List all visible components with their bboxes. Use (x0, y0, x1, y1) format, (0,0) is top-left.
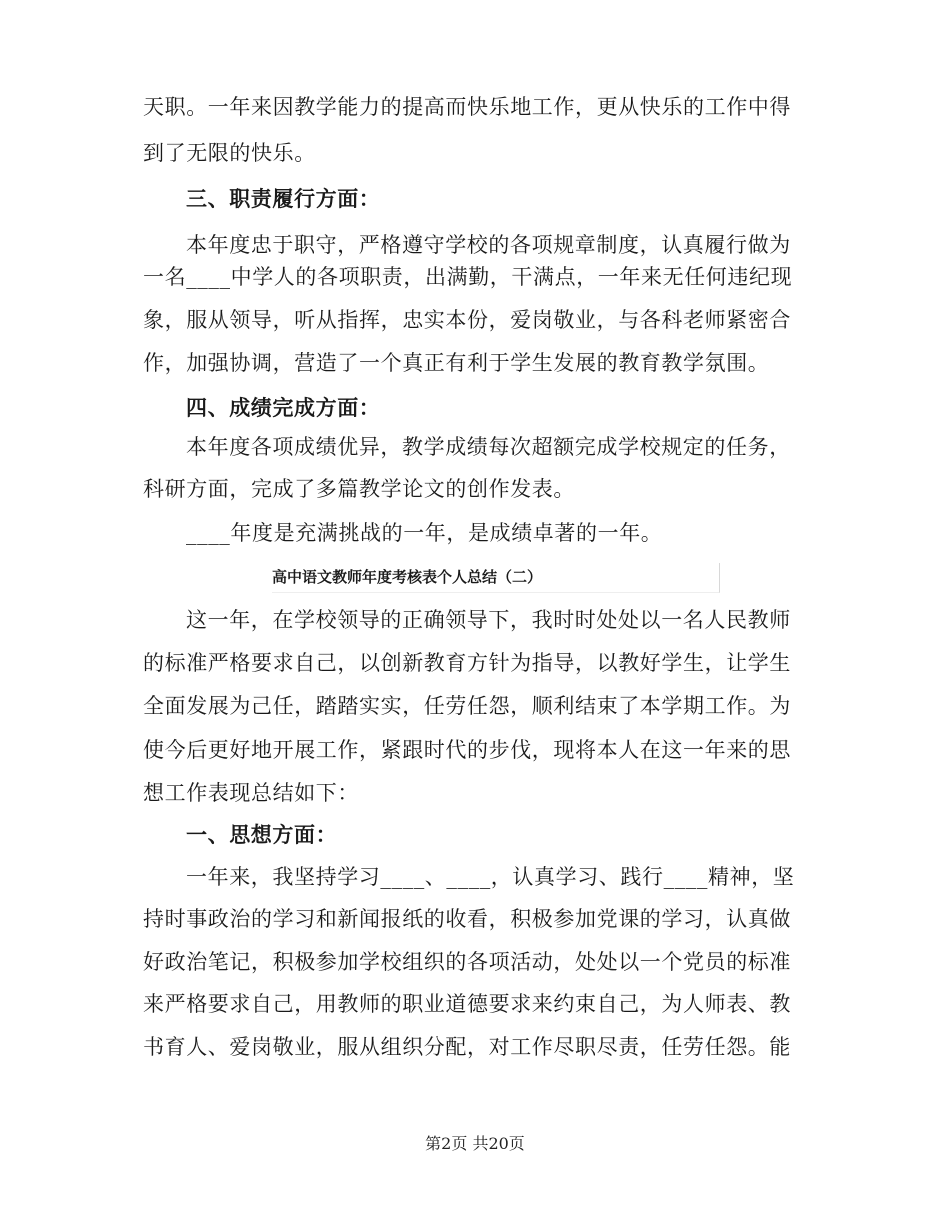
paragraph-line: 使今后更好地开展工作，紧跟时代的步伐，现将本人在这一年来的思 (143, 738, 791, 762)
section-heading: 三、职责履行方面： (186, 186, 381, 211)
paragraph-line: 好政治笔记，积极参加学校组织的各项活动，处处以一个党员的标准 (143, 950, 791, 974)
paragraph-line: 的标准严格要求自己，以创新教育方针为指导，以教好学生，让学生 (143, 651, 791, 675)
paragraph-line: 想工作表现总结如下： (143, 781, 359, 805)
paragraph-line: 一年来，我坚持学习____、____，认真学习、践行____精神，坚 (186, 865, 795, 889)
paragraph-line: 到了无限的快乐。 (143, 141, 316, 165)
paragraph-line: 这一年，在学校领导的正确领导下，我时时处处以一名人民教师 (186, 608, 791, 632)
section-subtitle: 高中语文教师年度考核表个人总结（二） (272, 568, 543, 586)
paragraph-line: 全面发展为己任，踏踏实实，任劳任怨，顺利结束了本学期工作。为 (143, 694, 791, 718)
paragraph-line: 作，加强协调，营造了一个真正有利于学生发展的教育教学氛围。 (143, 351, 770, 375)
paragraph-line: 象，服从领导，听从指挥，忠实本份，爱岗敬业，与各科老师紧密合 (143, 308, 791, 332)
page-number: 第2页 共20页 (425, 1134, 525, 1153)
paragraph-line: 持时事政治的学习和新闻报纸的收看，积极参加党课的学习，认真做 (143, 907, 791, 931)
paragraph-line: ____年度是充满挑战的一年，是成绩卓著的一年。 (186, 521, 663, 545)
subtitle-box (272, 563, 720, 593)
paragraph-line: 来严格要求自己，用教师的职业道德要求来约束自己，为人师表、教 (143, 992, 791, 1016)
section-heading: 四、成绩完成方面： (186, 395, 381, 420)
paragraph-line: 科研方面，完成了多篇教学论文的创作发表。 (143, 477, 575, 501)
paragraph-line: 本年度忠于职守，严格遵守学校的各项规章制度，认真履行做为 (186, 233, 791, 257)
paragraph-line: 天职。一年来因教学能力的提高而快乐地工作，更从快乐的工作中得 (143, 95, 791, 119)
paragraph-line: 本年度各项成绩优异，教学成绩每次超额完成学校规定的任务， (186, 435, 791, 459)
paragraph-line: 一名____中学人的各项职责，出满勤，干满点，一年来无任何违纪现 (143, 265, 793, 289)
paragraph-line: 书育人、爱岗敬业，服从组织分配，对工作尽职尽责，任劳任怨。能 (143, 1035, 791, 1059)
section-heading: 一、思想方面： (186, 822, 338, 847)
